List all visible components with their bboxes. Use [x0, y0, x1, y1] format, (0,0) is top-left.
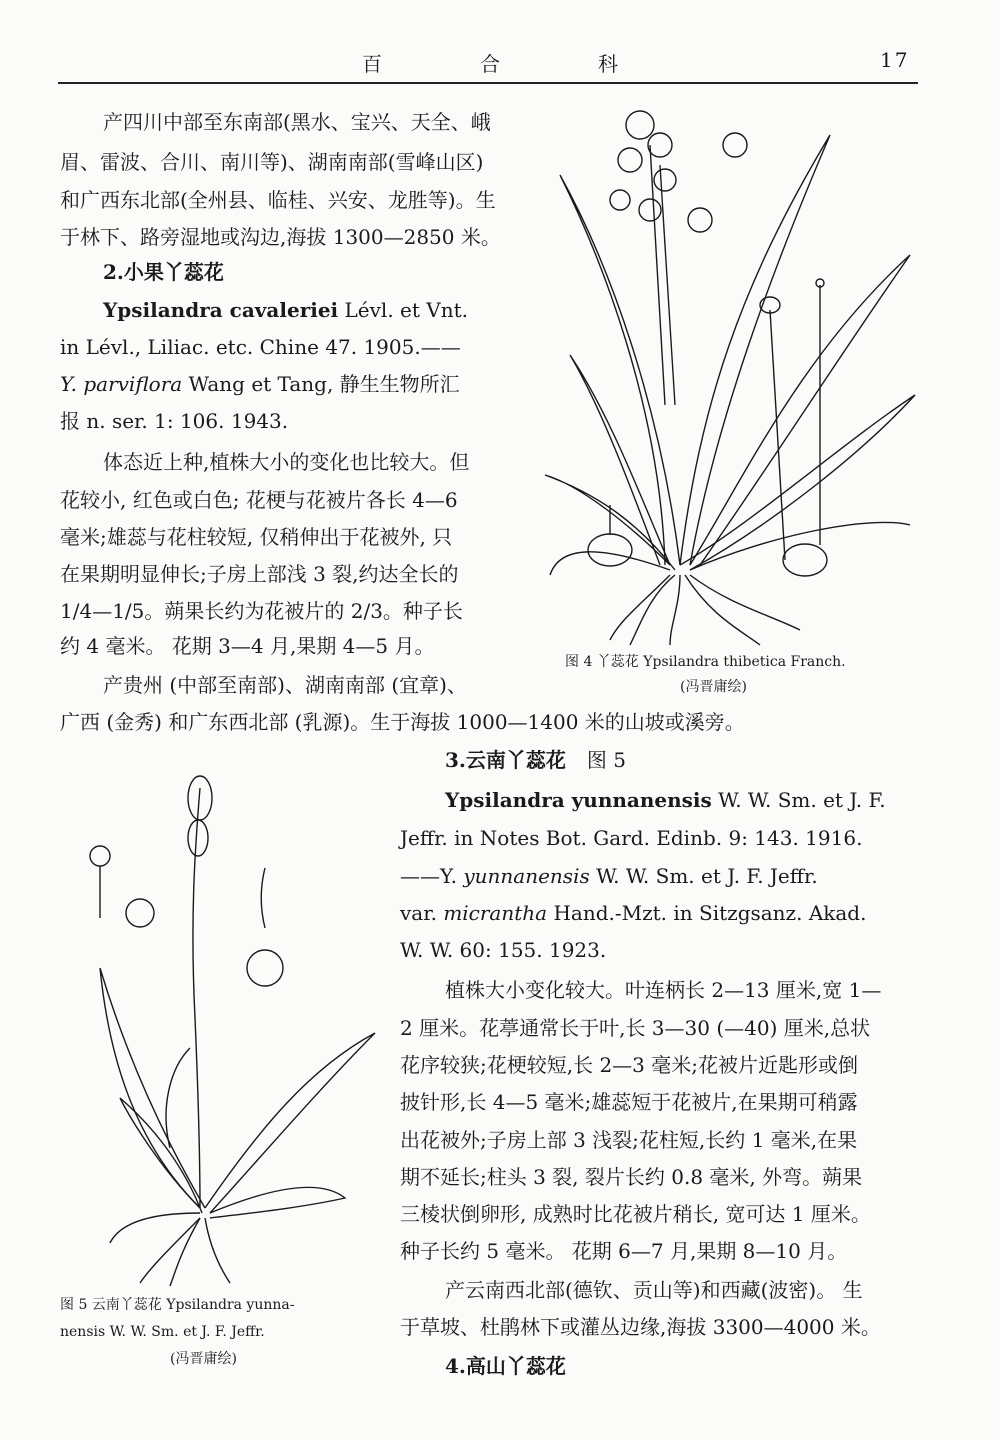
description-line: 种子长约 5 毫米。 花期 6—7 月,果期 8—10 月。 [400, 1239, 848, 1263]
description-line: 三棱状倒卵形, 成熟时比花被片稍长, 宽可达 1 厘米。 [400, 1202, 871, 1226]
reference-line: Jeffr. in Notes Bot. Gard. Edinb. 9: 143. 1916. [400, 826, 863, 850]
section-title: 3.云南丫蕊花 [445, 748, 566, 772]
figure-4-illustration [540, 105, 920, 650]
synonym-line [400, 866, 818, 886]
variety-epithet: micrantha [443, 901, 548, 925]
figure-5-caption-line-2: nensis W. W. Sm. et J. F. Jeffr. [60, 1324, 265, 1340]
header-rule [58, 82, 918, 84]
description-line: 植株大小变化较大。叶连柄长 2—13 厘米,宽 1— [445, 978, 882, 1002]
synonym-prefix: ——Y. [400, 864, 464, 888]
description-line: 期不延长;柱头 3 裂, 裂片长约 0.8 毫米, 外弯。蒴果 [400, 1165, 863, 1189]
paragraph-line: 于林下、路旁湿地或沟边,海拔 1300—2850 米。 [60, 225, 501, 249]
header-char-2: 合 [480, 52, 502, 76]
synonym-author: W. W. Sm. et J. F. Jeffr. [589, 864, 818, 888]
reference-line: in Lévl., Liliac. etc. Chine 47. 1905.—— [60, 335, 461, 359]
flower-cluster [610, 111, 747, 232]
species-name [103, 300, 468, 320]
distribution-line: 广西 (金秀) 和广东西北部 (乳源)。生于海拔 1000—1400 米的山坡或溪旁。 [60, 710, 745, 734]
synonym-name: Y. parviflora [60, 372, 183, 396]
page-number: 17 [880, 48, 910, 72]
synonym-ref: Wang et Tang, 静生生物所汇 [182, 372, 460, 396]
description-line: 在果期明显伸长;子房上部浅 3 裂,约达全长的 [60, 562, 459, 586]
scientific-name: Ypsilandra cavaleriei [103, 298, 339, 322]
variety-ref: Hand.-Mzt. in Sitzgsanz. Akad. [547, 901, 867, 925]
figure-5-caption-line-1: 图 5 云南丫蕊花 Ypsilandra yunna- [60, 1297, 295, 1313]
species-name [445, 790, 886, 810]
synonym-epithet: yunnanensis [463, 864, 590, 888]
section-heading: 2.小果丫蕊花 [103, 260, 224, 284]
description-line: 2 厘米。花葶通常长于叶,长 3—30 (—40) 厘米,总状 [400, 1016, 871, 1040]
distribution-line: 于草坡、杜鹃林下或灌丛边缘,海拔 3300—4000 米。 [400, 1315, 881, 1339]
author: Lévl. et Vnt. [338, 298, 468, 322]
description-line: 1/4—1/5。蒴果长约为花被片的 2/3。种子长 [60, 599, 463, 623]
figure-reference: 图 5 [586, 748, 626, 772]
variety-line [400, 903, 866, 923]
description-line: 体态近上种,植株大小的变化也比较大。但 [103, 450, 470, 474]
description-line: 出花被外;子房上部 3 浅裂;花柱短,长约 1 毫米,在果 [400, 1128, 858, 1152]
synonym-line [60, 374, 460, 394]
description-line: 披针形,长 4—5 毫米;雄蕊短于花被片,在果期可稍露 [400, 1090, 858, 1114]
figure-5-illustration [60, 768, 380, 1288]
figure-5-credit: (冯晋庸绘) [170, 1351, 237, 1367]
figure-4-caption: 图 4 丫蕊花 Ypsilandra thibetica Franch. [565, 654, 846, 670]
paragraph-line: 产四川中部至东南部(黑水、宝兴、天全、峨 [103, 110, 491, 134]
paragraph-line: 眉、雷波、合川、南川等)、湖南南部(雪峰山区) [60, 150, 484, 174]
section-heading: 4.高山丫蕊花 [445, 1354, 566, 1378]
variety-prefix: var. [400, 901, 444, 925]
description-line: 毫米;雄蕊与花柱较短, 仅稍伸出于花被外, 只 [60, 525, 453, 549]
distribution-line: 产贵州 (中部至南部)、湖南南部 (宜章)、 [103, 673, 467, 697]
author: W. W. Sm. et J. F. [711, 788, 886, 812]
description-line: 约 4 毫米。 花期 3—4 月,果期 4—5 月。 [60, 634, 435, 658]
reference-line: W. W. 60: 155. 1923. [400, 938, 607, 962]
description-line: 花序较狭;花梗较短,长 2—3 毫米;花被片近匙形或倒 [400, 1053, 858, 1077]
paragraph-line: 和广西东北部(全州县、临桂、兴安、龙胜等)。生 [60, 188, 496, 212]
distribution-line: 产云南西北部(德钦、贡山等)和西藏(波密)。 生 [445, 1278, 863, 1302]
scientific-name: Ypsilandra yunnanensis [445, 788, 712, 812]
description-line: 花较小, 红色或白色; 花梗与花被片各长 4—6 [60, 488, 458, 512]
header-char-1: 百 [362, 52, 384, 76]
reference-line: 报 n. ser. 1: 106. 1943. [60, 409, 289, 433]
figure-4-credit: (冯晋庸绘) [680, 679, 747, 695]
section-heading [445, 750, 626, 770]
header-char-3: 科 [598, 52, 620, 76]
